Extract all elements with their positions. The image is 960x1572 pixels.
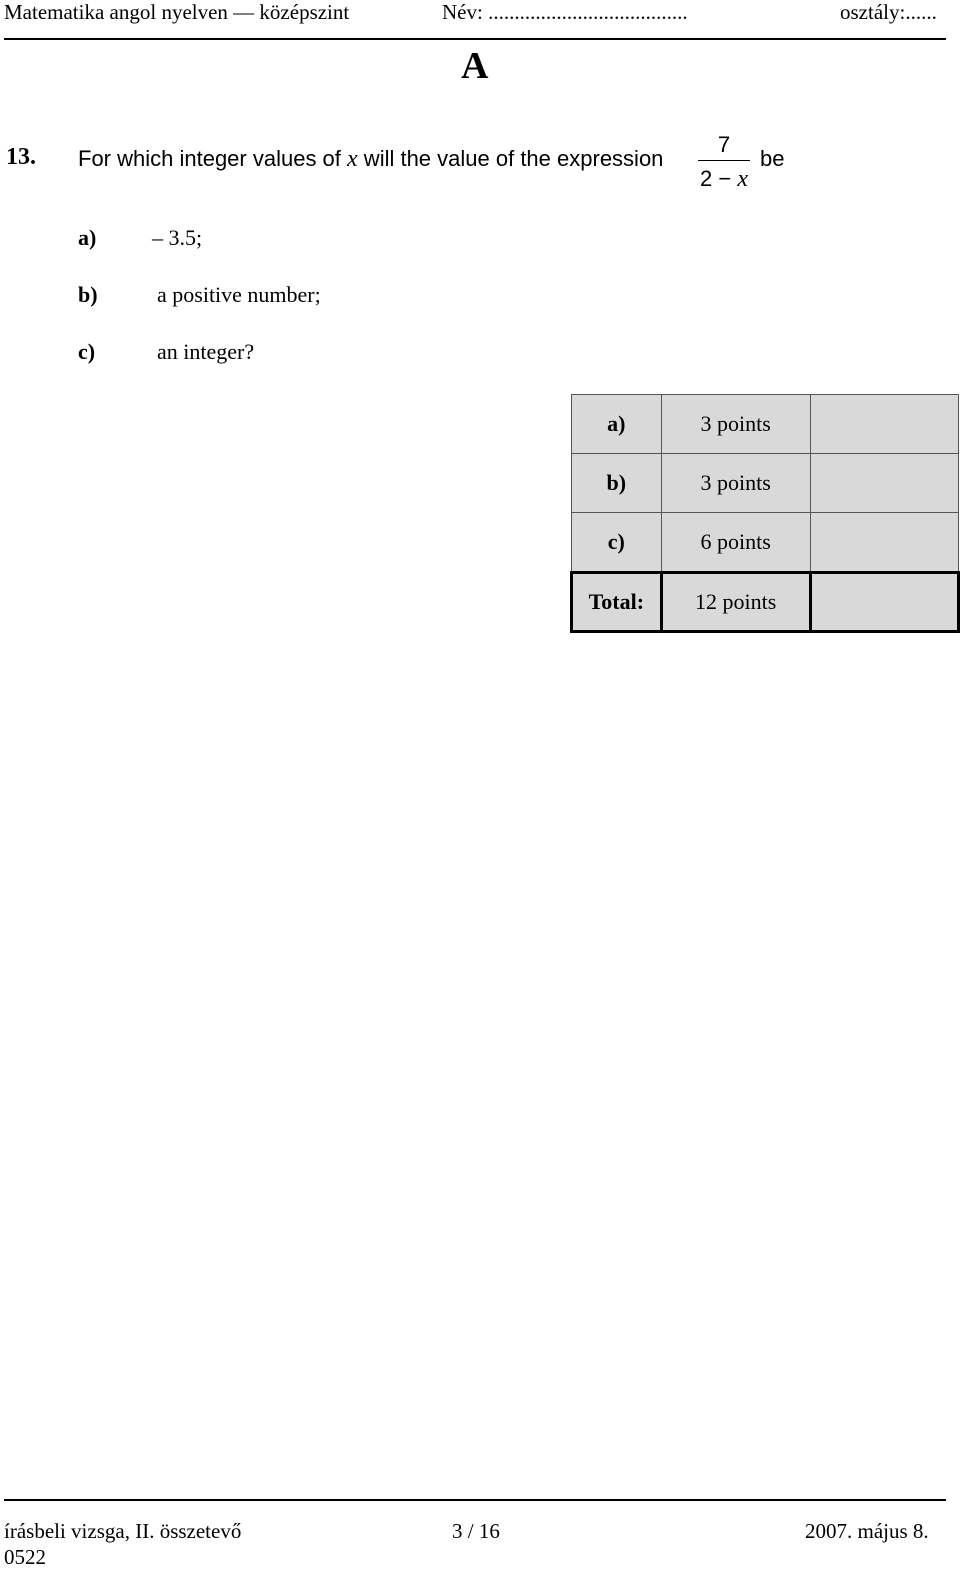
- score-row-points: 3 points: [661, 454, 810, 513]
- question-after: will the value of the expression: [357, 146, 664, 171]
- footer-page-number: 3 / 16: [452, 1519, 500, 1543]
- score-row-points: 3 points: [661, 395, 810, 454]
- footer-code: 0522: [4, 1545, 46, 1569]
- part-c-text: an integer?: [157, 339, 255, 364]
- score-row-b: [572, 454, 959, 513]
- score-row-earned[interactable]: [810, 395, 958, 454]
- part-a-label: a): [78, 225, 97, 250]
- denominator-variable: x: [737, 166, 748, 192]
- task-number: 13.: [6, 144, 36, 170]
- question-before: For which integer values of: [78, 146, 348, 171]
- page-letter: A: [461, 45, 489, 87]
- score-total-points: 12 points: [661, 573, 810, 632]
- task-question: [78, 146, 663, 173]
- denominator-prefix: 2 −: [700, 166, 738, 191]
- score-row-earned[interactable]: [810, 454, 958, 513]
- score-row-label: c): [572, 513, 662, 573]
- score-total-earned[interactable]: [810, 573, 958, 632]
- score-row-label: b): [572, 454, 662, 513]
- header-class-field: osztály:......: [840, 0, 937, 24]
- score-row-earned[interactable]: [810, 513, 958, 573]
- score-row-label: a): [572, 395, 662, 454]
- fraction-numerator: 7: [717, 132, 731, 157]
- fraction-denominator: [696, 166, 752, 193]
- score-row-a: [572, 395, 959, 454]
- score-table: [570, 394, 960, 633]
- part-a-text: – 3.5;: [152, 225, 203, 250]
- question-end: be: [760, 146, 785, 171]
- score-total-label: Total:: [572, 573, 662, 632]
- fraction-bar: [698, 160, 750, 161]
- part-b-text: a positive number;: [157, 282, 321, 307]
- score-row-total: [572, 573, 959, 632]
- footer-divider: [4, 1499, 946, 1501]
- footer-exam-name: írásbeli vizsga, II. összetevő: [4, 1519, 242, 1543]
- score-row-c: [572, 513, 959, 573]
- part-c-label: c): [78, 339, 96, 364]
- header-name-field: Név: ......................................: [442, 0, 688, 24]
- header-subject: Matematika angol nyelven — középszint: [4, 0, 350, 24]
- header-divider: [4, 38, 946, 40]
- footer-date: 2007. május 8.: [805, 1519, 929, 1543]
- part-b-label: b): [78, 282, 98, 307]
- score-row-points: 6 points: [661, 513, 810, 573]
- question-variable: x: [347, 146, 358, 172]
